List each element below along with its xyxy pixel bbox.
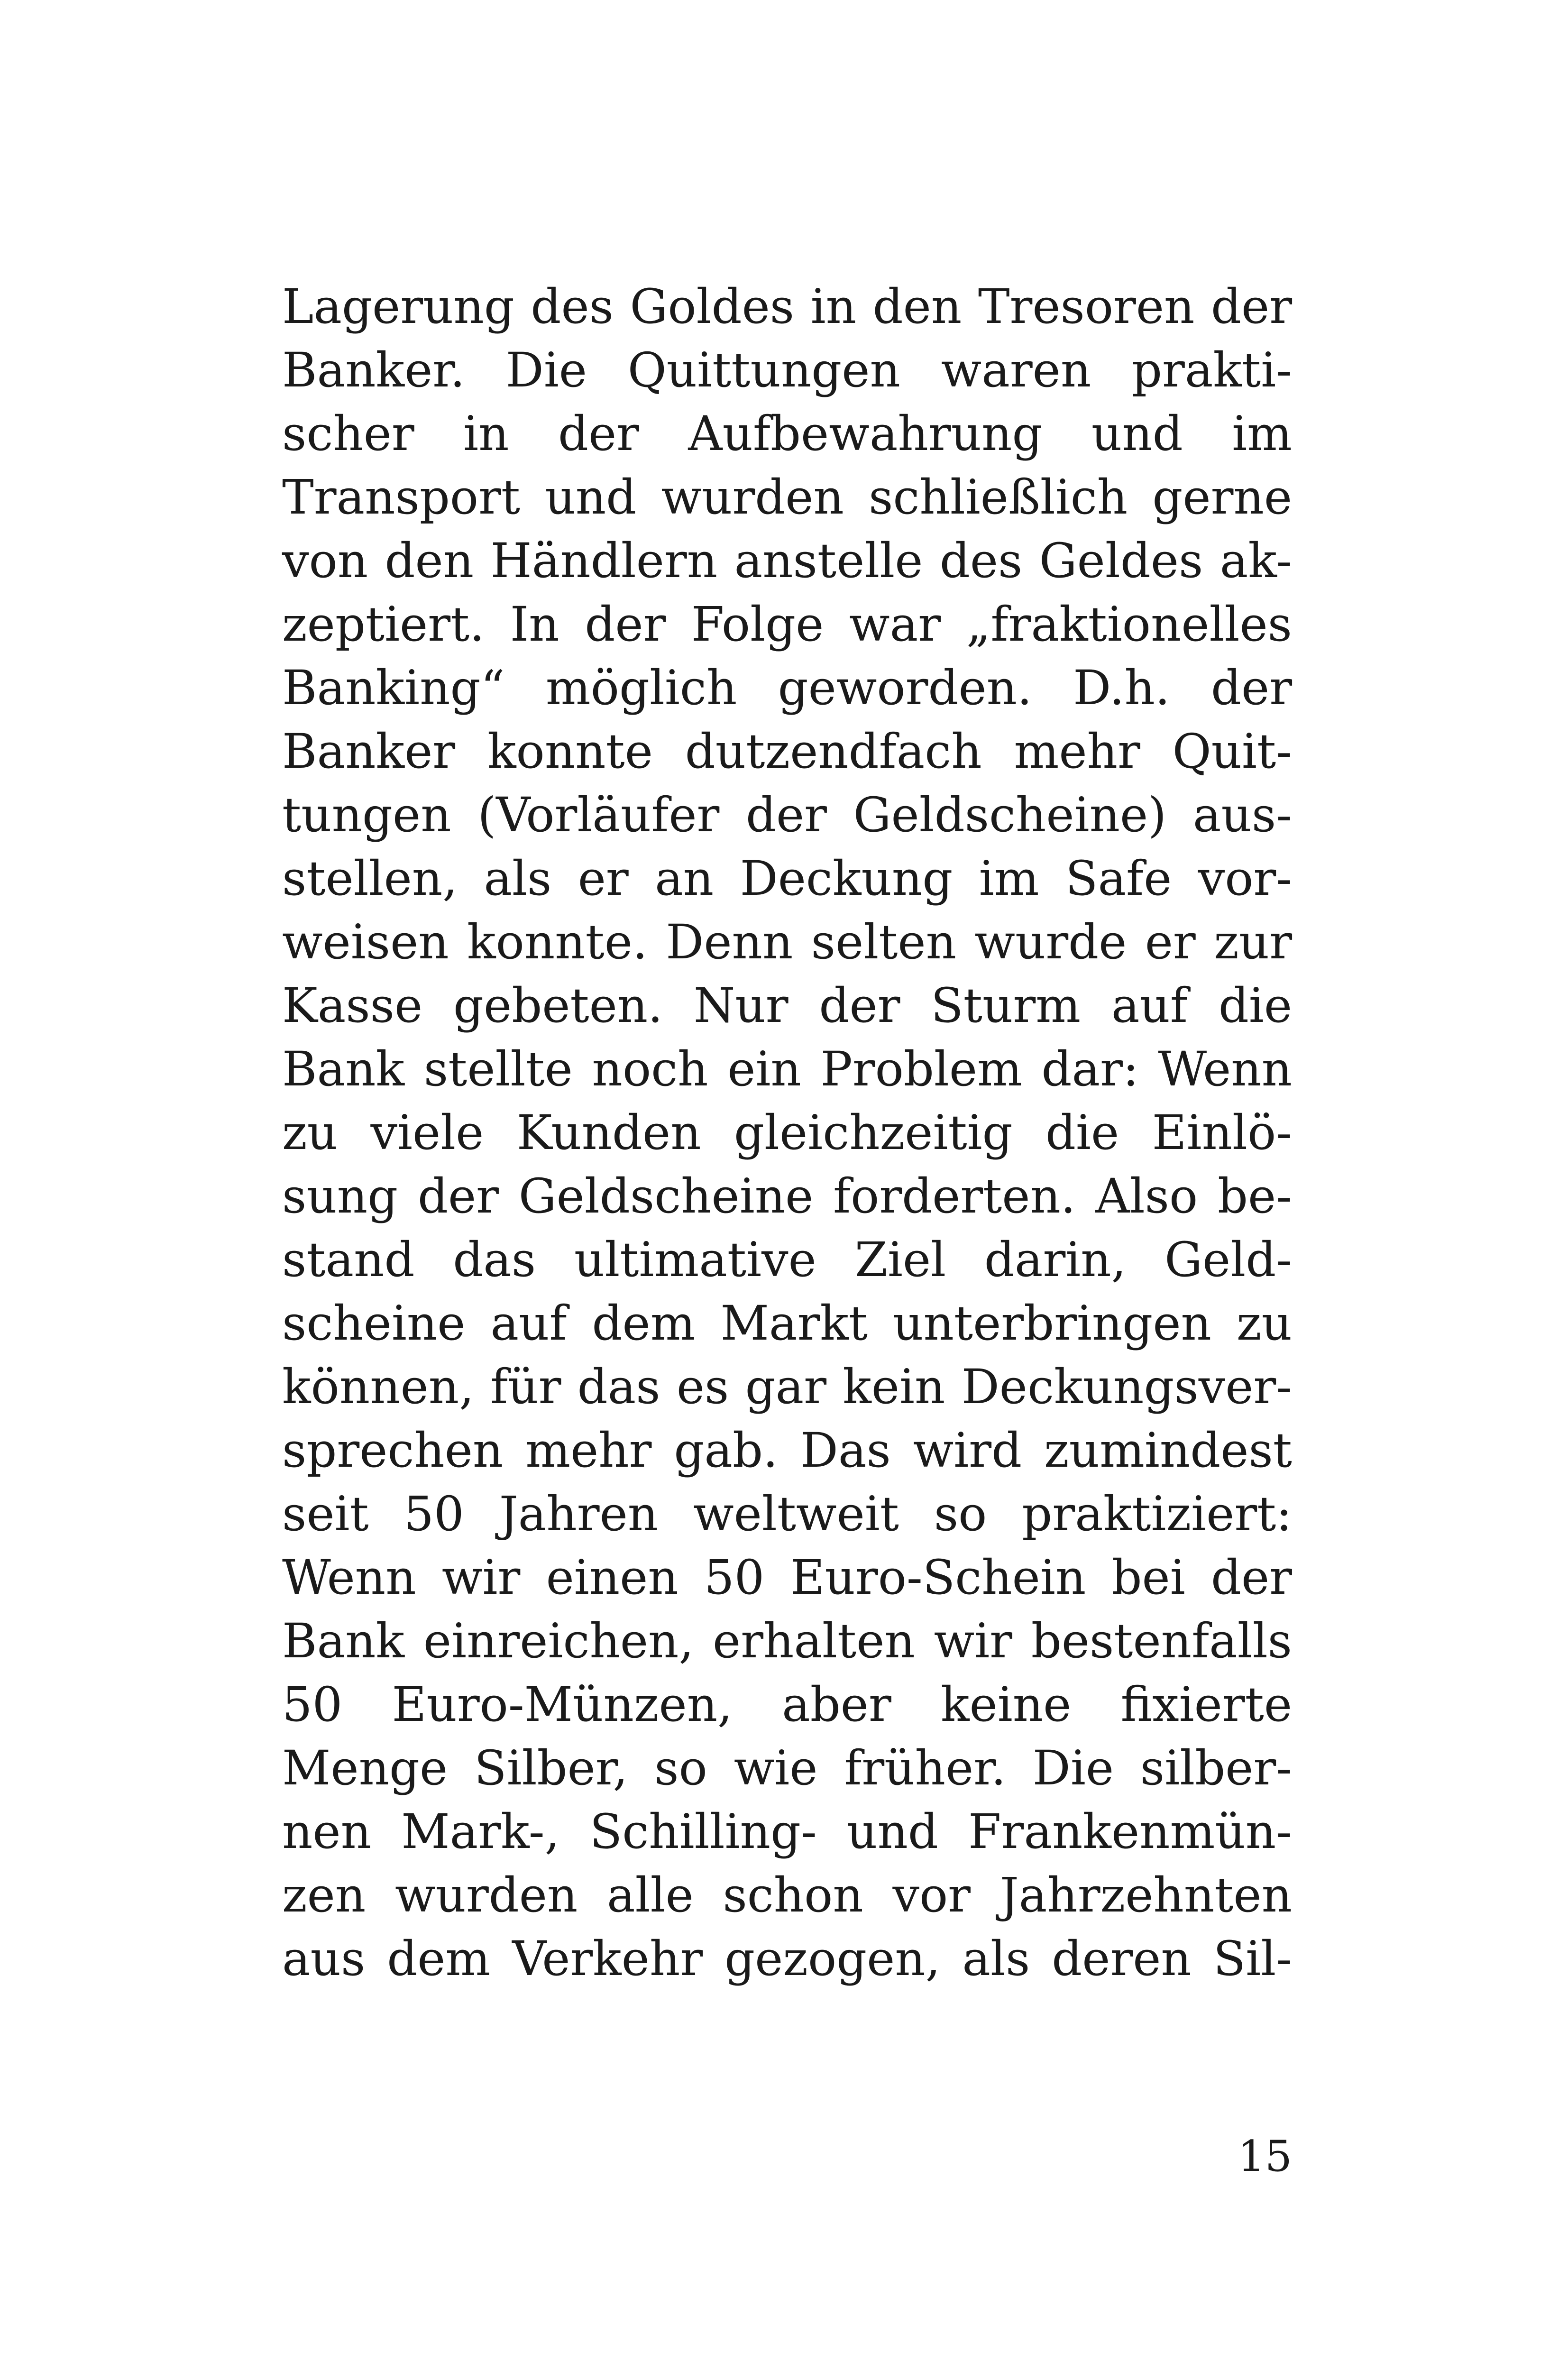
- text-line: tungen (Vorläufer der Geldscheine) aus-: [282, 787, 1292, 843]
- text-line: zen wurden alle schon vor Jahrzehnten: [282, 1867, 1292, 1923]
- text-line: weisen konnte. Denn selten wurde er zur: [282, 914, 1292, 970]
- text-line: Transport und wurden schließlich gerne: [282, 469, 1292, 525]
- text-line: Kasse gebeten. Nur der Sturm auf die: [282, 978, 1292, 1033]
- text-line: Menge Silber, so wie früher. Die silber-: [282, 1740, 1292, 1796]
- text-line: scher in der Aufbewahrung und im: [282, 406, 1292, 461]
- text-line: zeptiert. In der Folge war „fraktionelles: [282, 597, 1292, 652]
- text-line: Banking“ möglich geworden. D.h. der: [282, 660, 1292, 716]
- text-line: 50 Euro-Münzen, aber keine fixierte: [282, 1677, 1292, 1732]
- text-line: sung der Geldscheine forderten. Also be-: [282, 1168, 1292, 1224]
- text-line: seit 50 Jahren weltweit so praktiziert:: [282, 1486, 1292, 1542]
- text-line: Bank stellte noch ein Problem dar: Wenn: [282, 1041, 1292, 1097]
- text-line: zu viele Kunden gleichzeitig die Einlö-: [282, 1105, 1292, 1160]
- text-line: sprechen mehr gab. Das wird zumindest: [282, 1423, 1292, 1478]
- text-line: Bank einreichen, erhalten wir bestenfalls: [282, 1613, 1292, 1669]
- text-line: von den Händlern anstelle des Geldes ak-: [282, 533, 1292, 588]
- text-line: Banker. Die Quittungen waren prakti-: [282, 342, 1292, 398]
- text-line: scheine auf dem Markt unterbringen zu: [282, 1296, 1292, 1351]
- text-line: aus dem Verkehr gezogen, als deren Sil-: [282, 1931, 1292, 1986]
- body-text: [282, 275, 1292, 1991]
- text-line: stellen, als er an Deckung im Safe vor-: [282, 851, 1292, 906]
- text-line: stand das ultimative Ziel darin, Geld-: [282, 1232, 1292, 1287]
- text-line: können, für das es gar kein Deckungsver-: [282, 1359, 1292, 1415]
- text-line: Banker konnte dutzendfach mehr Quit-: [282, 724, 1292, 779]
- text-line: nen Mark-, Schilling- und Frankenmün-: [282, 1804, 1292, 1859]
- page-number: 15: [1238, 2132, 1292, 2181]
- text-line: Wenn wir einen 50 Euro-Schein bei der: [282, 1550, 1292, 1605]
- text-line: Lagerung des Goldes in den Tresoren der: [282, 279, 1292, 334]
